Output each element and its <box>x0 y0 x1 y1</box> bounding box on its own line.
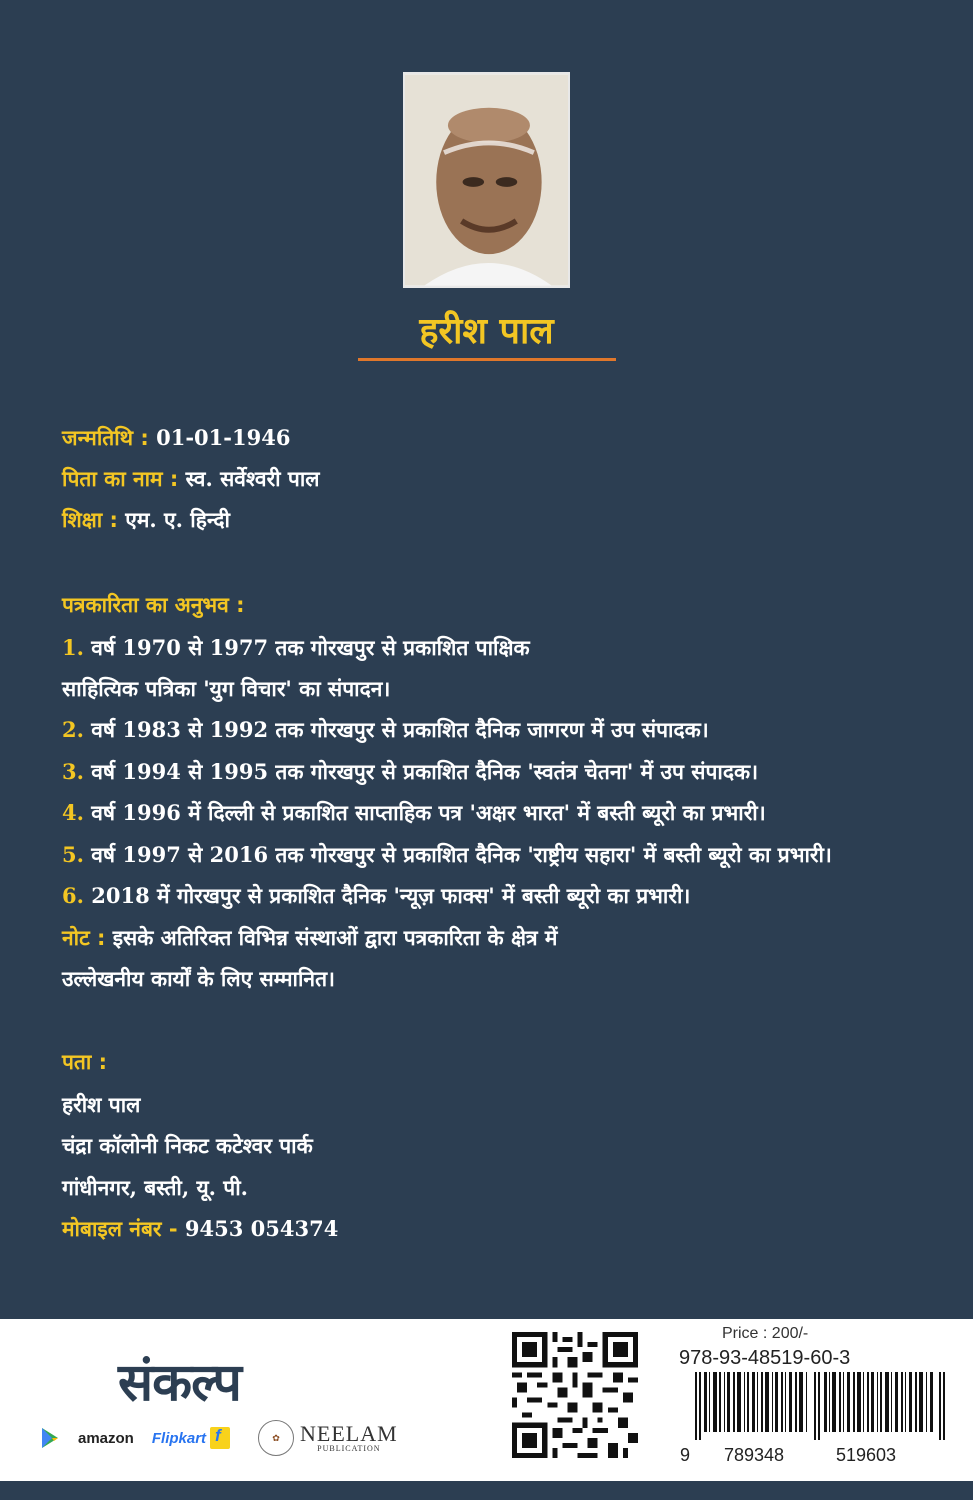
qr-code[interactable] <box>512 1331 638 1459</box>
father-label: पिता का नाम : <box>62 467 179 491</box>
dob-value: 01-01-1946 <box>156 425 291 450</box>
item-number: 4. <box>62 800 84 825</box>
education-line <box>62 507 230 533</box>
neelam-logo-icon: ✿ <box>258 1420 294 1456</box>
bottom-strip <box>0 1481 973 1500</box>
note-label: नोट : <box>62 926 106 950</box>
dob-line <box>62 425 290 451</box>
experience-heading: पत्रकारिता का अनुभव : <box>62 593 245 617</box>
item-number: 3. <box>62 759 84 784</box>
mobile-label: मोबाइल नंबर - <box>62 1217 178 1241</box>
item-text: वर्ष 1996 में दिल्ली से प्रकाशित साप्ताहिक पत्र 'अक्षर भारत' में बस्ती ब्यूरो का प्रभारी। <box>91 800 766 825</box>
item-text: वर्ष 1983 से 1992 तक गोरखपुर से प्रकाशित दैनिक जागरण में उप संपादक। <box>91 717 709 742</box>
mobile-value: 9453 054374 <box>184 1216 339 1241</box>
brand-logo: संकल्प <box>118 1353 241 1413</box>
barcode-digits-left: 789348 <box>724 1445 785 1465</box>
address-label: पता : <box>62 1050 108 1074</box>
experience-item-3 <box>62 759 758 784</box>
publisher-logo <box>258 1420 398 1456</box>
publisher-name <box>300 1423 398 1453</box>
education-label: शिक्षा : <box>62 508 118 532</box>
barcode-digits-right: 519603 <box>836 1445 897 1465</box>
publisher-subtitle: PUBLICATION <box>317 1444 381 1453</box>
play-store-icon[interactable] <box>40 1427 60 1449</box>
experience-item-2 <box>62 717 709 742</box>
author-name: हरीश पाल <box>419 311 554 352</box>
item-text: 2018 में गोरखपुर से प्रकाशित दैनिक 'न्यूज़ फाक्स' में बस्ती ब्यूरो का प्रभारी। <box>91 883 691 908</box>
item-text: वर्ष 1997 से 2016 तक गोरखपुर से प्रकाशित दैनिक 'राष्ट्रीय सहारा' में बस्ती ब्यूरो का प्रभारी। <box>91 842 832 867</box>
experience-item-4 <box>62 800 766 825</box>
father-value: स्व. सर्वेश्वरी पाल <box>185 466 320 491</box>
experience-item-1 <box>62 635 530 660</box>
item-number: 2. <box>62 717 84 742</box>
publisher-title: NEELAM <box>300 1421 398 1446</box>
address-line-3: गांधीनगर, बस्ती, यू. पी. <box>62 1175 248 1200</box>
father-line <box>62 466 320 492</box>
item-text: वर्ष 1970 से 1977 तक गोरखपुर से प्रकाशित पाक्षिक <box>91 635 530 660</box>
experience-item-1-cont: साहित्यिक पत्रिका 'युग विचार' का संपादन। <box>62 676 391 701</box>
dob-label: जन्मतिथि : <box>62 426 149 450</box>
isbn: 978-93-48519-60-3 <box>679 1347 851 1369</box>
author-photo-icon <box>405 74 568 286</box>
barcode <box>695 1372 949 1440</box>
mobile-line <box>62 1216 338 1242</box>
flipkart-link[interactable] <box>152 1427 230 1449</box>
address-line-1: हरीश पाल <box>62 1092 141 1117</box>
item-number: 1. <box>62 635 84 660</box>
flipkart-label: Flipkart <box>151 1429 207 1447</box>
experience-item-6 <box>62 883 690 908</box>
item-text: वर्ष 1994 से 1995 तक गोरखपुर से प्रकाशित दैनिक 'स्वतंत्र चेतना' में उप संपादक। <box>91 759 759 784</box>
note-cont: उल्लेखनीय कार्यों के लिए सम्मानित। <box>62 966 336 991</box>
note-text: इसके अतिरिक्त विभिन्न संस्थाओं द्वारा पत्रकारिता के क्षेत्र में <box>112 925 558 950</box>
note-line <box>62 925 558 951</box>
flipkart-icon <box>210 1427 230 1449</box>
item-number: 5. <box>62 842 84 867</box>
barcode-digit-lead: 9 <box>680 1445 691 1465</box>
education-value: एम. ए. हिन्दी <box>125 507 230 532</box>
name-divider <box>358 358 616 361</box>
address-line-2: चंद्रा कॉलोनी निकट कटेश्वर पार्क <box>62 1133 313 1158</box>
amazon-link[interactable]: amazon <box>78 1429 134 1447</box>
item-number: 6. <box>62 883 84 908</box>
experience-item-5 <box>62 842 832 867</box>
author-photo <box>403 72 570 288</box>
store-links <box>40 1420 398 1456</box>
price: Price : 200/- <box>722 1325 809 1342</box>
